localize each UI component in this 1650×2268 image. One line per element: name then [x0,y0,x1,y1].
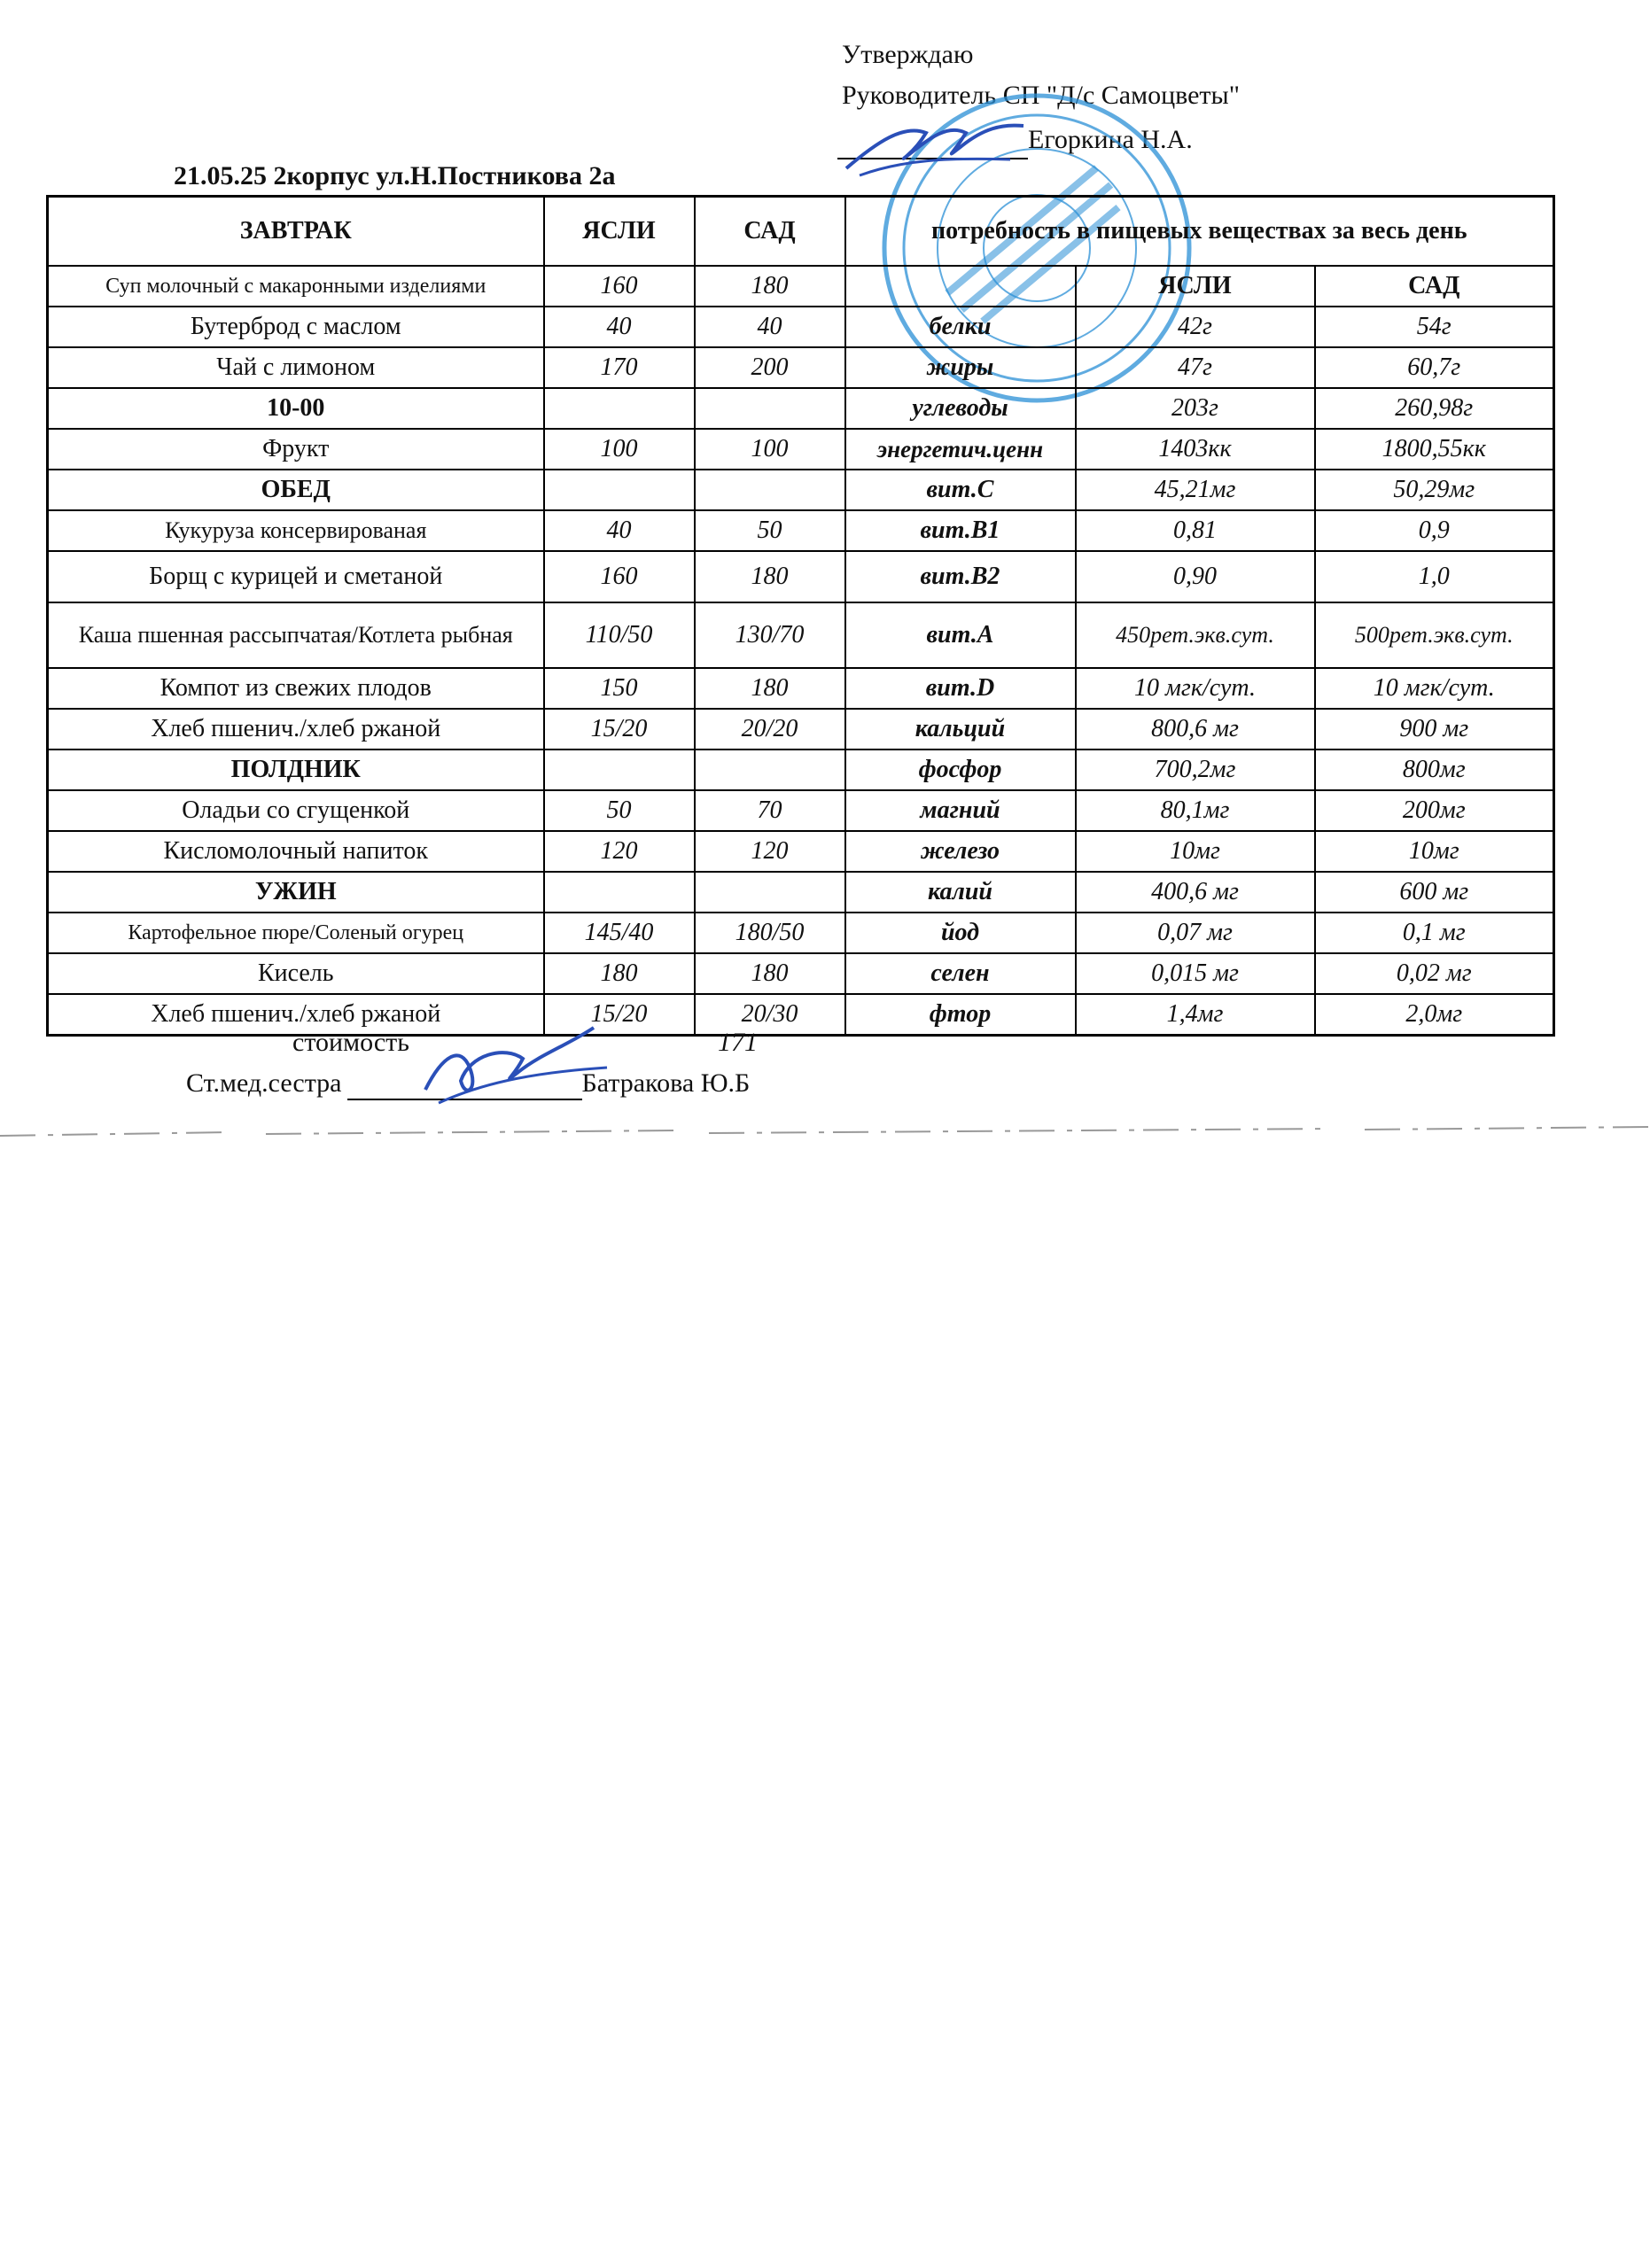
header-meal: ЗАВТРАК [48,197,544,267]
kindergarten-portion: 20/20 [695,709,845,750]
nutrient-nursery-value: 800,6 мг [1076,709,1315,750]
nutrient-nursery-value: 1,4мг [1076,994,1315,1036]
needs-kindergarten-header: САД [1315,266,1554,307]
nutrient-nursery-value: 0,015 мг [1076,953,1315,994]
kindergarten-portion: 180 [695,551,845,602]
nutrient-name: энергетич.ценн [845,429,1076,470]
nursery-portion [544,750,695,790]
nurse-label: Ст.мед.сестра [186,1068,342,1098]
dish-name: Хлеб пшенич./хлеб ржаной [48,709,544,750]
nutrient-kindergarten-value: 54г [1315,307,1554,347]
nutrient-nursery-value: 45,21мг [1076,470,1315,510]
nutrient-kindergarten-value: 800мг [1315,750,1554,790]
dish-name: Кисель [48,953,544,994]
nutrient-header-blank [845,266,1076,307]
approval-label: Утверждаю [842,40,974,69]
nutrient-name: вит.В1 [845,510,1076,551]
table-row [48,266,1554,307]
nutrient-kindergarten-value: 200мг [1315,790,1554,831]
kindergarten-portion [695,470,845,510]
table-header-row [48,197,1554,267]
kindergarten-portion: 180 [695,668,845,709]
nutrient-name: вит.С [845,470,1076,510]
table-row [48,953,1554,994]
table-row [48,470,1554,510]
nurse-signature [416,1019,620,1116]
nursery-portion: 180 [544,953,695,994]
header-needs: потребность в пищевых веществах за весь день [845,197,1554,267]
kindergarten-portion: 20/30 [695,994,845,1036]
table-row [48,750,1554,790]
kindergarten-portion: 130/70 [695,602,845,668]
nursery-portion: 160 [544,266,695,307]
nutrient-name: кальций [845,709,1076,750]
nursery-portion: 160 [544,551,695,602]
kindergarten-portion: 180/50 [695,913,845,953]
dish-name: Компот из свежих плодов [48,668,544,709]
nutrient-kindergarten-value: 500рет.экв.сут. [1315,602,1554,668]
nursery-portion: 170 [544,347,695,388]
table-row [48,994,1554,1036]
nursery-portion: 150 [544,668,695,709]
menu-table [46,195,1555,1037]
nursery-portion [544,872,695,913]
nutrient-kindergarten-value: 50,29мг [1315,470,1554,510]
dish-name: Фрукт [48,429,544,470]
nutrient-nursery-value: 1403кк [1076,429,1315,470]
nursery-portion [544,470,695,510]
nutrient-name: магний [845,790,1076,831]
nutrient-name: фтор [845,994,1076,1036]
table-row [48,551,1554,602]
cost-label: стоимость [292,1028,409,1057]
kindergarten-portion: 50 [695,510,845,551]
section-title: 10-00 [48,388,544,429]
nutrient-name: фосфор [845,750,1076,790]
cost-value: 171 [718,1028,758,1057]
nutrient-name: белки [845,307,1076,347]
nutrient-name: йод [845,913,1076,953]
nutrient-name: вит.D [845,668,1076,709]
nurse-name: Батракова Ю.Б [581,1068,751,1098]
nutrient-name: вит.В2 [845,551,1076,602]
kindergarten-portion [695,388,845,429]
table-row [48,668,1554,709]
approval-signature [842,106,1028,186]
header-kindergarten: САД [695,197,845,267]
kindergarten-portion [695,872,845,913]
approval-position: Руководитель СП "Д/с Самоцветы" [842,81,1240,110]
dish-name: Бутерброд с маслом [48,307,544,347]
nutrient-kindergarten-value: 60,7г [1315,347,1554,388]
document-title: 21.05.25 2корпус ул.Н.Постникова 2а [174,161,616,190]
nutrient-nursery-value: 400,6 мг [1076,872,1315,913]
nutrient-kindergarten-value: 260,98г [1315,388,1554,429]
table-row [48,307,1554,347]
table-row [48,388,1554,429]
nutrient-kindergarten-value: 0,02 мг [1315,953,1554,994]
kindergarten-portion: 180 [695,953,845,994]
approval-signer: Егоркина Н.А. [1028,125,1193,154]
dish-name: Чай с лимоном [48,347,544,388]
nursery-portion: 15/20 [544,709,695,750]
dish-name: Каша пшенная рассыпчатая/Котлета рыбная [48,602,544,668]
nursery-portion: 145/40 [544,913,695,953]
nutrient-nursery-value: 80,1мг [1076,790,1315,831]
nutrient-kindergarten-value: 2,0мг [1315,994,1554,1036]
nutrient-kindergarten-value: 10мг [1315,831,1554,872]
nutrient-name: углеводы [845,388,1076,429]
header-nursery: ЯСЛИ [544,197,695,267]
kindergarten-portion: 100 [695,429,845,470]
section-title: ПОЛДНИК [48,750,544,790]
table-row [48,872,1554,913]
needs-nursery-header: ЯСЛИ [1076,266,1315,307]
nutrient-nursery-value: 450рет.экв.сут. [1076,602,1315,668]
table-row [48,709,1554,750]
section-title: УЖИН [48,872,544,913]
table-row [48,510,1554,551]
nutrient-nursery-value: 700,2мг [1076,750,1315,790]
nutrient-nursery-value: 10 мгк/сут. [1076,668,1315,709]
nutrient-nursery-value: 0,90 [1076,551,1315,602]
nutrient-kindergarten-value: 900 мг [1315,709,1554,750]
nutrient-nursery-value: 10мг [1076,831,1315,872]
nutrient-kindergarten-value: 1,0 [1315,551,1554,602]
dish-name: Хлеб пшенич./хлеб ржаной [48,994,544,1036]
nutrient-nursery-value: 42г [1076,307,1315,347]
nursery-portion: 120 [544,831,695,872]
table-row [48,790,1554,831]
nutrient-name: селен [845,953,1076,994]
table-row [48,347,1554,388]
nutrient-nursery-value: 47г [1076,347,1315,388]
kindergarten-portion: 70 [695,790,845,831]
dish-name: Кисломолочный напиток [48,831,544,872]
nursery-portion: 50 [544,790,695,831]
nursery-portion [544,388,695,429]
table-row [48,913,1554,953]
nursery-portion: 100 [544,429,695,470]
nutrient-name: вит.А [845,602,1076,668]
nursery-portion: 15/20 [544,994,695,1036]
dish-name: Кукуруза консервированая [48,510,544,551]
scan-noise-line [0,1125,1650,1152]
table-row [48,831,1554,872]
nutrient-kindergarten-value: 0,9 [1315,510,1554,551]
nutrient-kindergarten-value: 0,1 мг [1315,913,1554,953]
kindergarten-portion: 40 [695,307,845,347]
table-row [48,429,1554,470]
kindergarten-portion: 200 [695,347,845,388]
nursery-portion: 110/50 [544,602,695,668]
nutrient-kindergarten-value: 10 мгк/сут. [1315,668,1554,709]
nutrient-name: жиры [845,347,1076,388]
nutrient-name: калий [845,872,1076,913]
nutrient-name: железо [845,831,1076,872]
dish-name: Картофельное пюре/Соленый огурец [48,913,544,953]
dish-name: Оладьи со сгущенкой [48,790,544,831]
dish-name: Суп молочный с макаронными изделиями [48,266,544,307]
nutrient-kindergarten-value: 1800,55кк [1315,429,1554,470]
nutrient-nursery-value: 0,07 мг [1076,913,1315,953]
nutrient-kindergarten-value: 600 мг [1315,872,1554,913]
nutrient-nursery-value: 0,81 [1076,510,1315,551]
nutrient-nursery-value: 203г [1076,388,1315,429]
kindergarten-portion: 180 [695,266,845,307]
kindergarten-portion: 120 [695,831,845,872]
nursery-portion: 40 [544,307,695,347]
nursery-portion: 40 [544,510,695,551]
kindergarten-portion [695,750,845,790]
dish-name: Борщ с курицей и сметаной [48,551,544,602]
section-title: ОБЕД [48,470,544,510]
table-row [48,602,1554,668]
